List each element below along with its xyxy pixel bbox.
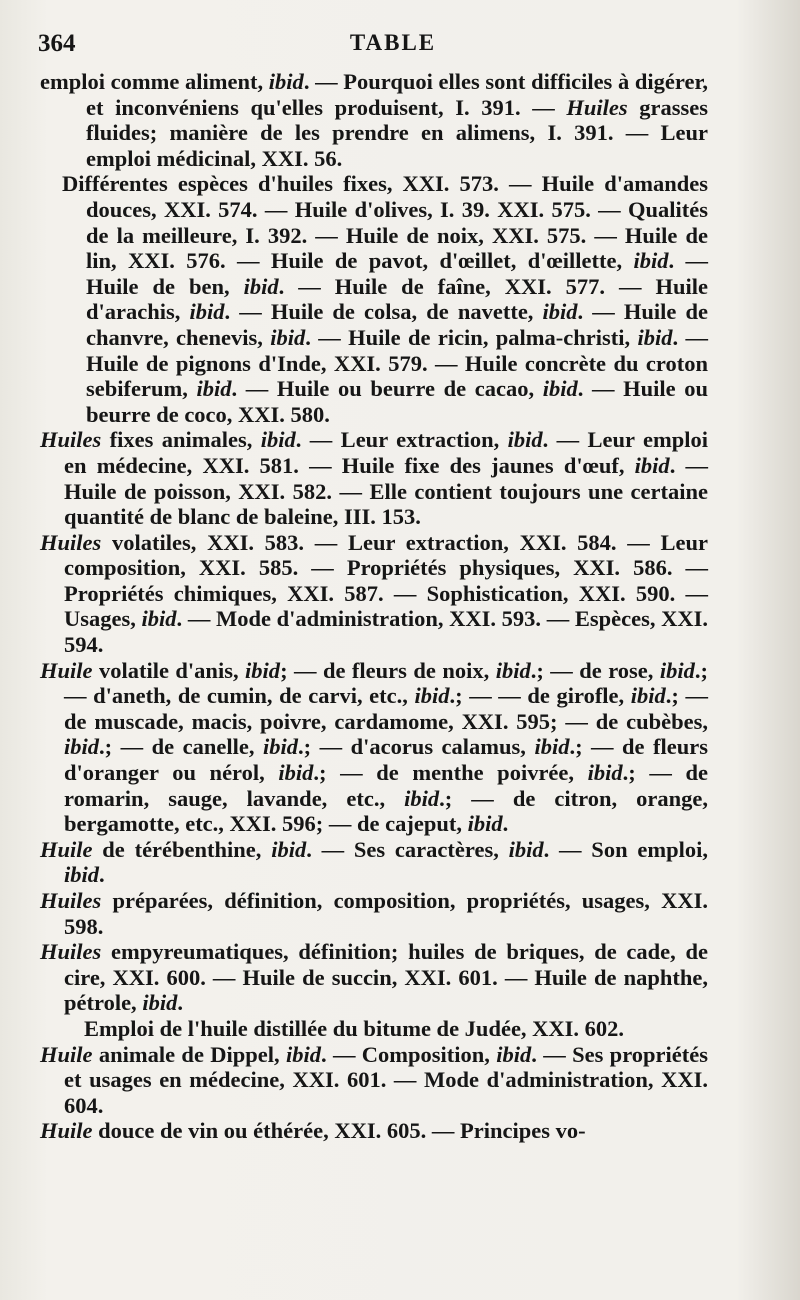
- page-number: 364: [38, 30, 76, 57]
- index-entry: Huiles préparées, définition, composition, propriétés, usages, XXI. 598.: [40, 888, 708, 939]
- index-entry: Différentes espèces d'huiles fixes, XXI. 573. — Huile d'amandes douces, XXI. 574. — Huile d'olives, I. 39. XXI. 575. — Qualités de la meilleure, I. 392. — Huile de noix, XXI. 575. — Huile de lin, XXI. 576. — Huile de pavot, d'œillet, d'œillette, ibid. — Huile de ben, ibid. — Huile de faîne, XXI. 577. — Huile d'arachis, ibid. — Huile de colsa, de navette, ibid. — Huile de chanvre, chenevis, ibid. — Huile de ricin, palma-christi, ibid. — Huile de pignons d'Inde, XXI. 579. — Huile concrète du croton sebiferum, ibid. — Huile ou beurre de cacao, ibid. — Huile ou beurre de coco, XXI. 580.: [62, 171, 709, 427]
- running-title: TABLE: [349, 30, 437, 55]
- index-entry: Huile animale de Dippel, ibid. — Composition, ibid. — Ses propriétés et usages en médecine, XXI. 601. — Mode d'administration, XXI. 604.: [40, 1041, 708, 1118]
- index-entry: Huile douce de vin ou éthérée, XXI. 605. — Principes vo-: [40, 1118, 586, 1144]
- index-entry: emploi comme aliment, ibid. — Pourquoi elles sont difficiles à digérer, et inconvéniens qu'elles produisent, I. 391. — Huiles grasses fluides; manière de les prendre en alimens, I. 391. — Leur emploi médicinal, XXI. 56.: [40, 69, 709, 171]
- index-body: [40, 69, 708, 1144]
- index-entry: Huiles empyreumatiques, définition; huiles de briques, de cade, de cire, XXI. 600. — Huile de succin, XXI. 601. — Huile de naphthe, pétrole, ibid.: [40, 939, 708, 1016]
- index-entry: Huiles volatiles, XXI. 583. — Leur extraction, XXI. 584. — Leur composition, XXI. 585. — Propriétés physiques, XXI. 586. — Propriétés chimiques, XXI. 587. — Sophistication, XXI. 590. — Usages, ibid. — Mode d'administration, XXI. 593. — Espèces, XXI. 594.: [40, 529, 708, 658]
- page-header: [38, 30, 748, 64]
- index-entry: Huiles fixes animales, ibid. — Leur extraction, ibid. — Leur emploi en médecine, XXI. 581. — Huile fixe des jaunes d'œuf, ibid. — Huile de poisson, XXI. 582. — Elle contient toujours une certaine quantité de blanc de baleine, III. 153.: [40, 427, 709, 530]
- index-entry: Emploi de l'huile distillée du bitume de Judée, XXI. 602.: [84, 1015, 625, 1041]
- index-entry: Huile volatile d'anis, ibid; — de fleurs de noix, ibid.; — de rose, ibid.; — d'aneth, de cumin, de carvi, etc., ibid.; — — de girofle, ibid.; — de muscade, macis, poivre, cardamome, XXI. 595; — de cubèbes, ibid.; — de canelle, ibid.; — d'acorus calamus, ibid.; — de fleurs d'oranger ou nérol, ibid.; — de menthe poivrée, ibid.; — de romarin, sauge, lavande, etc., ibid.; — de citron, orange, bergamotte, etc., XXI. 596; — de cajeput, ibid.: [40, 657, 709, 837]
- index-entry: Huile de térébenthine, ibid. — Ses caractères, ibid. — Son emploi, ibid.: [40, 836, 708, 888]
